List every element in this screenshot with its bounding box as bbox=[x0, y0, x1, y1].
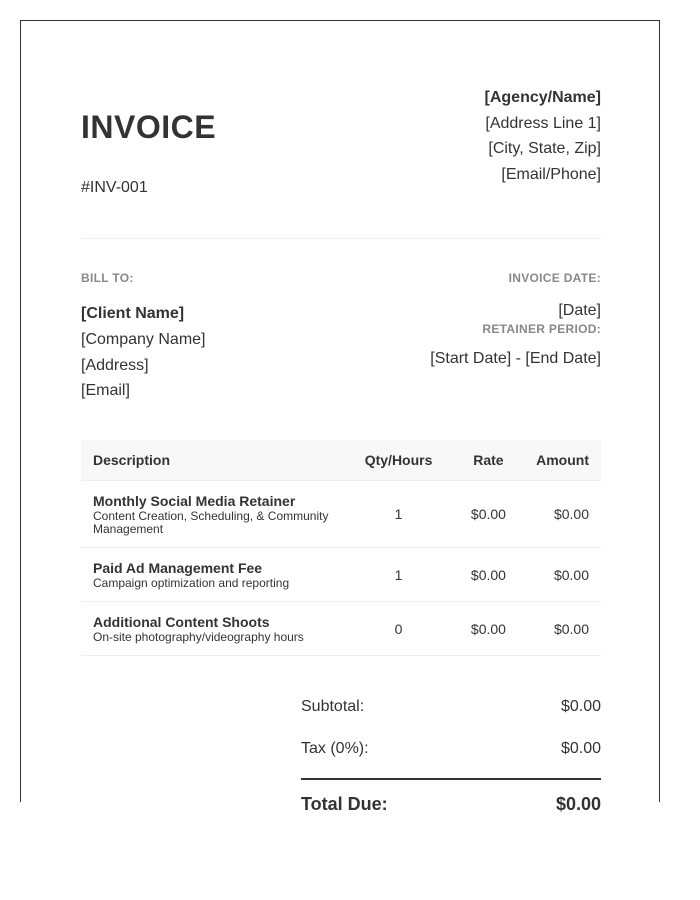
subtotal-label: Subtotal: bbox=[301, 698, 365, 715]
header-rate: Rate bbox=[453, 440, 524, 481]
agency-block bbox=[485, 85, 601, 187]
tax-value: $0.00 bbox=[560, 740, 601, 757]
item-qty: 1 bbox=[344, 481, 452, 548]
invoice-date-label: INVOICE DATE: bbox=[508, 271, 601, 285]
item-rate: $0.00 bbox=[453, 548, 524, 602]
subtotal-value: $0.00 bbox=[560, 698, 601, 715]
item-title: Monthly Social Media Retainer bbox=[93, 492, 296, 509]
item-title: Paid Ad Management Fee bbox=[93, 559, 263, 576]
table-header-row bbox=[81, 440, 601, 481]
total-due-label: Total Due: bbox=[301, 794, 388, 814]
total-due-value: $0.00 bbox=[555, 794, 601, 814]
retainer-period-value: [Start Date] - [End Date] bbox=[430, 350, 601, 367]
agency-address-line: [Address Line 1] bbox=[485, 114, 601, 132]
item-amount: $0.00 bbox=[524, 548, 601, 602]
agency-name: [Agency/Name] bbox=[484, 89, 601, 106]
item-rate: $0.00 bbox=[453, 481, 524, 548]
header-description: Description bbox=[81, 440, 344, 481]
item-qty: 1 bbox=[344, 548, 452, 602]
item-subtitle: On-site photography/videography hours bbox=[93, 629, 304, 644]
table-row bbox=[81, 602, 601, 656]
line-items-table bbox=[81, 440, 601, 656]
totals-block bbox=[301, 689, 601, 822]
client-name: [Client Name] bbox=[81, 305, 185, 322]
company-name: [Company Name] bbox=[81, 330, 206, 348]
bill-to-block bbox=[81, 271, 206, 404]
header-divider bbox=[81, 238, 601, 239]
agency-city-state-zip: [City, State, Zip] bbox=[488, 140, 601, 157]
total-due-row bbox=[301, 780, 601, 822]
dates-block bbox=[430, 271, 601, 369]
item-rate: $0.00 bbox=[453, 602, 524, 656]
invoice-date-value: [Date] bbox=[558, 302, 601, 319]
tax-label: Tax (0%): bbox=[301, 740, 369, 757]
client-address: [Address] bbox=[81, 356, 149, 374]
item-subtitle: Campaign optimization and reporting bbox=[93, 575, 290, 590]
item-amount: $0.00 bbox=[524, 481, 601, 548]
row-description-cell bbox=[81, 548, 344, 602]
bill-to-label: BILL TO: bbox=[81, 271, 134, 285]
row-description-cell bbox=[81, 602, 344, 656]
header-amount: Amount bbox=[524, 440, 601, 481]
client-email: [Email] bbox=[81, 382, 130, 400]
header-qty: Qty/Hours bbox=[344, 440, 452, 481]
invoice-title: INVOICE bbox=[81, 109, 217, 145]
subtotal-row bbox=[301, 689, 601, 731]
invoice-number: #INV-001 bbox=[81, 179, 148, 196]
item-title: Additional Content Shoots bbox=[93, 613, 270, 630]
tax-row bbox=[301, 731, 601, 773]
item-amount: $0.00 bbox=[524, 602, 601, 656]
table-row bbox=[81, 548, 601, 602]
row-description-cell bbox=[81, 481, 344, 548]
agency-contact: [Email/Phone] bbox=[501, 165, 601, 183]
item-qty: 0 bbox=[344, 602, 452, 656]
table-row bbox=[81, 481, 601, 548]
invoice-page bbox=[20, 20, 660, 814]
retainer-period-label: RETAINER PERIOD: bbox=[482, 322, 601, 336]
item-subtitle: Content Creation, Scheduling, & Community Management bbox=[93, 508, 329, 536]
